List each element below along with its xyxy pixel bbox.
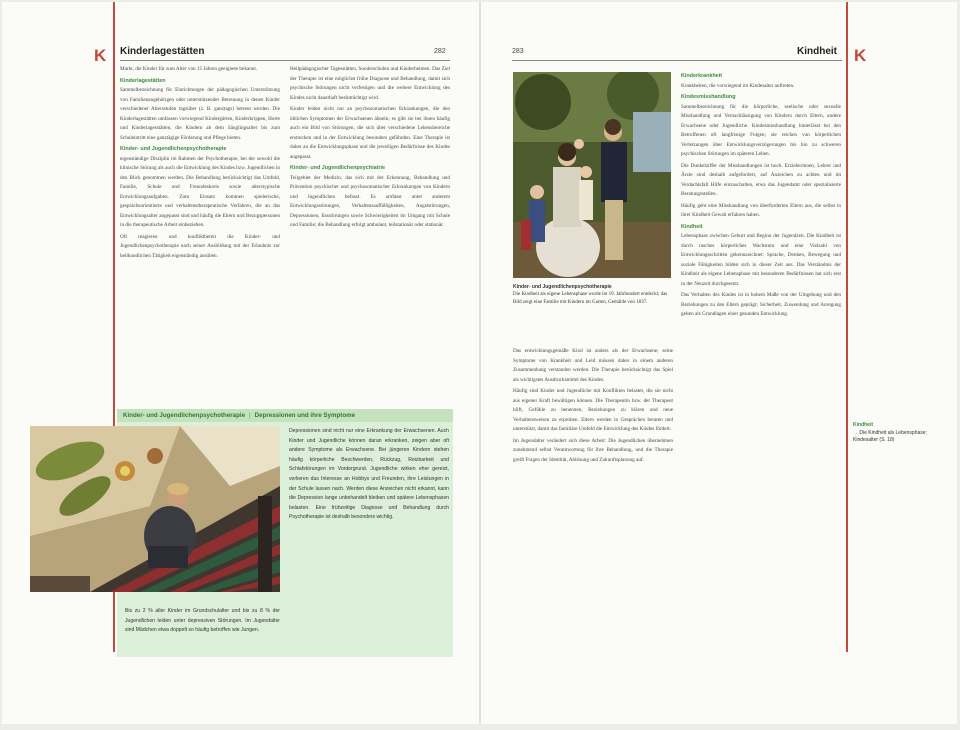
paragraph: Krankheiten, die vorwiegend im Kindesalter auftreten.: [681, 82, 795, 89]
margin-note-text: Die Kindheit als Lebensphase; Kindesalter (S. 18): [853, 429, 927, 443]
entry-heading: Kinder- und Jugendlichenpsychiatrie: [290, 165, 385, 171]
thumb-index-letter-left: K: [94, 46, 107, 65]
paragraph: Markt, die Kinder für zum Alter von 15 Jahren geeignete bekannt.: [120, 66, 258, 72]
right-header-rule: [512, 60, 842, 61]
info-box-heading: Kinder- und Jugendlichenpsychotherapie | Depressionen und ihre Symptome: [117, 409, 453, 422]
arrow-right-icon: →: [853, 429, 858, 436]
left-column-2: [290, 65, 450, 405]
left-running-title: Kinderlagestätten: [120, 46, 205, 57]
paragraph: Sammelbezeichnung für Einrichtungen der pädagogischen Unterstützung von Familienangehörigen oder unterstützender Betreuung in denen Kinder verschiedener Altersstufen tagsüber (z. B. ganztags) betreut werden. Die Kinderlagestätten umfassen vorwiegend Kindergärten, Kinderkrippen, Horte und Kindertagesstätten, die Kindern ab dem Säuglingsalter bis zum Schuleintritt eine ganztägige Förderung und Pflege bieten.: [120, 87, 280, 141]
margin-note-title: Kindheit: [853, 422, 873, 428]
paragraph: Lebensphase zwischen Geburt und Beginn der Jugendzeit. Die Kindheit ist durch rasches körperliches Wachstum und eine Vielzahl von Entwicklungsschritten gekennzeichnet: Sprache, Denken, Bewegung und soziale Fähigkeiten bilden sich in dieser Zeit aus. Das Verständnis der Kindheit als eigene Lebensphase mit besonderen Bedürfnissen hat sich erst in der Neuzeit durchgesetzt.: [681, 233, 841, 287]
paragraph: eigenständige Disziplin im Rahmen der Psychotherapie, bei der sowohl die klinische Störung als auch die Entwicklung des Kindes bzw. Jugendlichen in den Blick genommen werden. Die Behandlung berücksichtigt das Umfeld, Familie, Schule und Freundeskreis sowie alterstypische Entwicklungsaufgaben. Zum Einsatz kommen spielerische, gesprächsorientierte und verhaltenstherapeutische Verfahren, die an das Entwicklungsalter angepasst sind und häufig die Eltern und Bezugspersonen in die therapeutische Arbeit einbeziehen.: [120, 155, 280, 228]
paragraph: Sammelbezeichnung für die körperliche, seelische oder sexuelle Misshandlung und Vernachlässigung von Kindern durch Eltern, andere Erwachsene oder Jugendliche. Kindesmisshandlung hinterlässt bei den Betroffenen oft langfristige Folgen; sie reichen von körperlichen Verletzungen über Entwicklungsverzögerungen bis hin zu schweren psychischen Störungen im späteren Leben.: [681, 103, 841, 157]
painting-caption: [513, 283, 673, 307]
paragraph: Kinder leiden nicht nur an psychosomatischen Erkrankungen, die den üblichen Symptomen der Erwachsenen ähneln; es gibt sie bei ihnen häufig auch ein Bild von Störungen, die sich über verschiedene Lebensbereiche erstrecken und in der Entwicklung besonders gefährden. Eine Therapie ist daher an die Entwicklungsphase und die jeweiligen Bedürfnisse des Kindes angepasst.: [290, 106, 450, 160]
right-page-number: 283: [512, 48, 524, 55]
paragraph: Teilgebiet der Medizin, das sich mit der Erkennung, Behandlung und Prävention psychischer und psychosomatischer Erkrankungen von Kindern und Jugendlichen befasst. Es umfasst unter anderem Entwicklungsstörungen, Verhaltensauffälligkeiten, Angststörungen, Depressionen, Essstörungen sowie Schwierigkeiten im Umgang mit Schule und Familie; die Behandlung erfolgt ambulant, teilstationär oder stationär.: [290, 174, 450, 228]
right-column-1: [513, 347, 673, 652]
entry-heading: Kinderlagestätten: [120, 77, 166, 84]
margin-note: [853, 422, 933, 445]
paragraph: Im Jugendalter verändert sich diese Arbeit: Die Jugendlichen übernehmen zunehmend selbst Verantwortung für ihre Behandlung, und die Therapie greift Fragen der Identität, Ablösung und Zukunftsplanung auf.: [513, 437, 673, 463]
right-column-2: [681, 72, 841, 652]
paragraph: Die Dunkelziffer der Misshandlungen ist hoch. Erzieherinnen, Lehrer und Ärzte sind deshalb aufgefordert, auf Anzeichen zu achten und im Verdachtsfall Hilfe einzuschalten, etwa das Jugendamt oder spezialisierte Beratungsstellen.: [681, 162, 841, 197]
left-column-1: [120, 65, 280, 405]
info-box-side-text: Depressionen sind nicht nur eine Erkrankung der Erwachsenen. Auch Kinder und Jugendliche können daran erkranken, zeigen aber oft andere Symptome als Erwachsene. Bei jüngeren Kindern stehen häufig körperliche Beschwerden, Rückzug, Reizbarkeit und Schlafstörungen im Vordergrund. Jugendliche wirken eher gereizt, verlieren das Interesse an Hobbys und Freunden, ihre Leistungen in der Schule lassen nach. Werden diese Anzeichen nicht erkannt, kann die Depression lange unbehandelt bleiben und spätere Lebensphasen belasten. Eine frühzeitige Diagnose und Behandlung durch Psychotherapie ist deshalb besonders wichtig.: [289, 428, 449, 521]
left-page-number: 282: [434, 48, 446, 55]
family-painting: [513, 72, 671, 278]
right-margin-rule: [846, 2, 848, 652]
painting-caption-text: Die Kindheit als eigene Lebensphase wurde im 19. Jahrhundert entdeckt; das Bild zeigt eine Familie mit Kindern im Garten, Gemälde von 1837.: [513, 292, 668, 305]
entry-heading: Kindesmisshandlung: [681, 94, 736, 100]
thumb-index-letter-right: K: [854, 46, 867, 65]
painting-caption-title: Kinder- und Jugendlichenpsychotherapie: [513, 284, 612, 290]
info-box-subtitle: Depressionen und ihre Symptome: [254, 412, 356, 419]
paragraph: Oft reagieren und konfliktbereit die Kinder- und Jugendlichenpsychotherapie nach seiner Ausbildung mit der Erlaubnis zur heilkundlichen Tätigkeit eigenständig ausüben.: [120, 233, 280, 259]
paragraph: Häufig sind Kinder und Jugendliche mit Konflikten belastet, die sie nicht aus eigener Kraft bewältigen können. Die Therapeutin bzw. der Therapeut hilft, Gefühle zu benennen, Beziehungen zu klären und neue Verhaltensweisen zu erproben. Eltern werden in Gesprächen beraten und unterstützt, damit das familiäre Umfeld die Entwicklung des Kindes fördert.: [513, 388, 673, 432]
info-box-bottom-text: Bis zu 2 % aller Kinder im Grundschulalter und bis zu 8 % der Jugendlichen leiden unter depressiven Störungen. Im Jugendalter sind Mädchen etwa doppelt so häufig betroffen wie Jungen.: [125, 608, 280, 634]
left-page: [2, 2, 479, 724]
paragraph: Das Verhalten des Kindes ist in hohem Maße von der Umgebung und den Beziehungen zu den Eltern geprägt; Sicherheit, Zuwendung und Anregung gelten als Grundlagen einer gesunden Entwicklung.: [681, 292, 841, 317]
info-box-title: Kinder- und Jugendlichenpsychotherapie: [123, 412, 246, 419]
paragraph: Häufig geht eine Misshandlung von überforderten Eltern aus, die selbst in ihrer Kindheit Gewalt erfahren haben.: [681, 202, 841, 218]
entry-heading: Kinderkrankheit: [681, 73, 723, 79]
right-page: [481, 2, 957, 724]
paragraph: Heilpädagogischer Tagesstätten, Sonderschulen und Kinderheimen. Das Ziel der Therapie ist eine möglichst frühe Diagnose und Behandlung, damit sich psychische Störungen nicht verfestigen und die weitere Entwicklung des Kindes nicht dauerhaft beeinträchtigt wird.: [290, 66, 450, 101]
left-header-rule: [120, 60, 450, 61]
entry-heading: Kinder- und Jugendlichenpsychotherapie: [120, 146, 227, 152]
staircase-photo: [30, 426, 280, 592]
right-running-title: Kindheit: [797, 46, 837, 57]
entry-heading: Kindheit: [681, 223, 703, 230]
paragraph: Das entwicklungsgemäße Kind ist anders als der Erwachsene; seine Symptome von Krankheit und Leid müssen daher in einem anderen Zusammenhang verstanden werden. Die Therapie berücksichtigt das Spiel als wichtigstes Ausdrucksmittel des Kindes.: [513, 348, 673, 383]
